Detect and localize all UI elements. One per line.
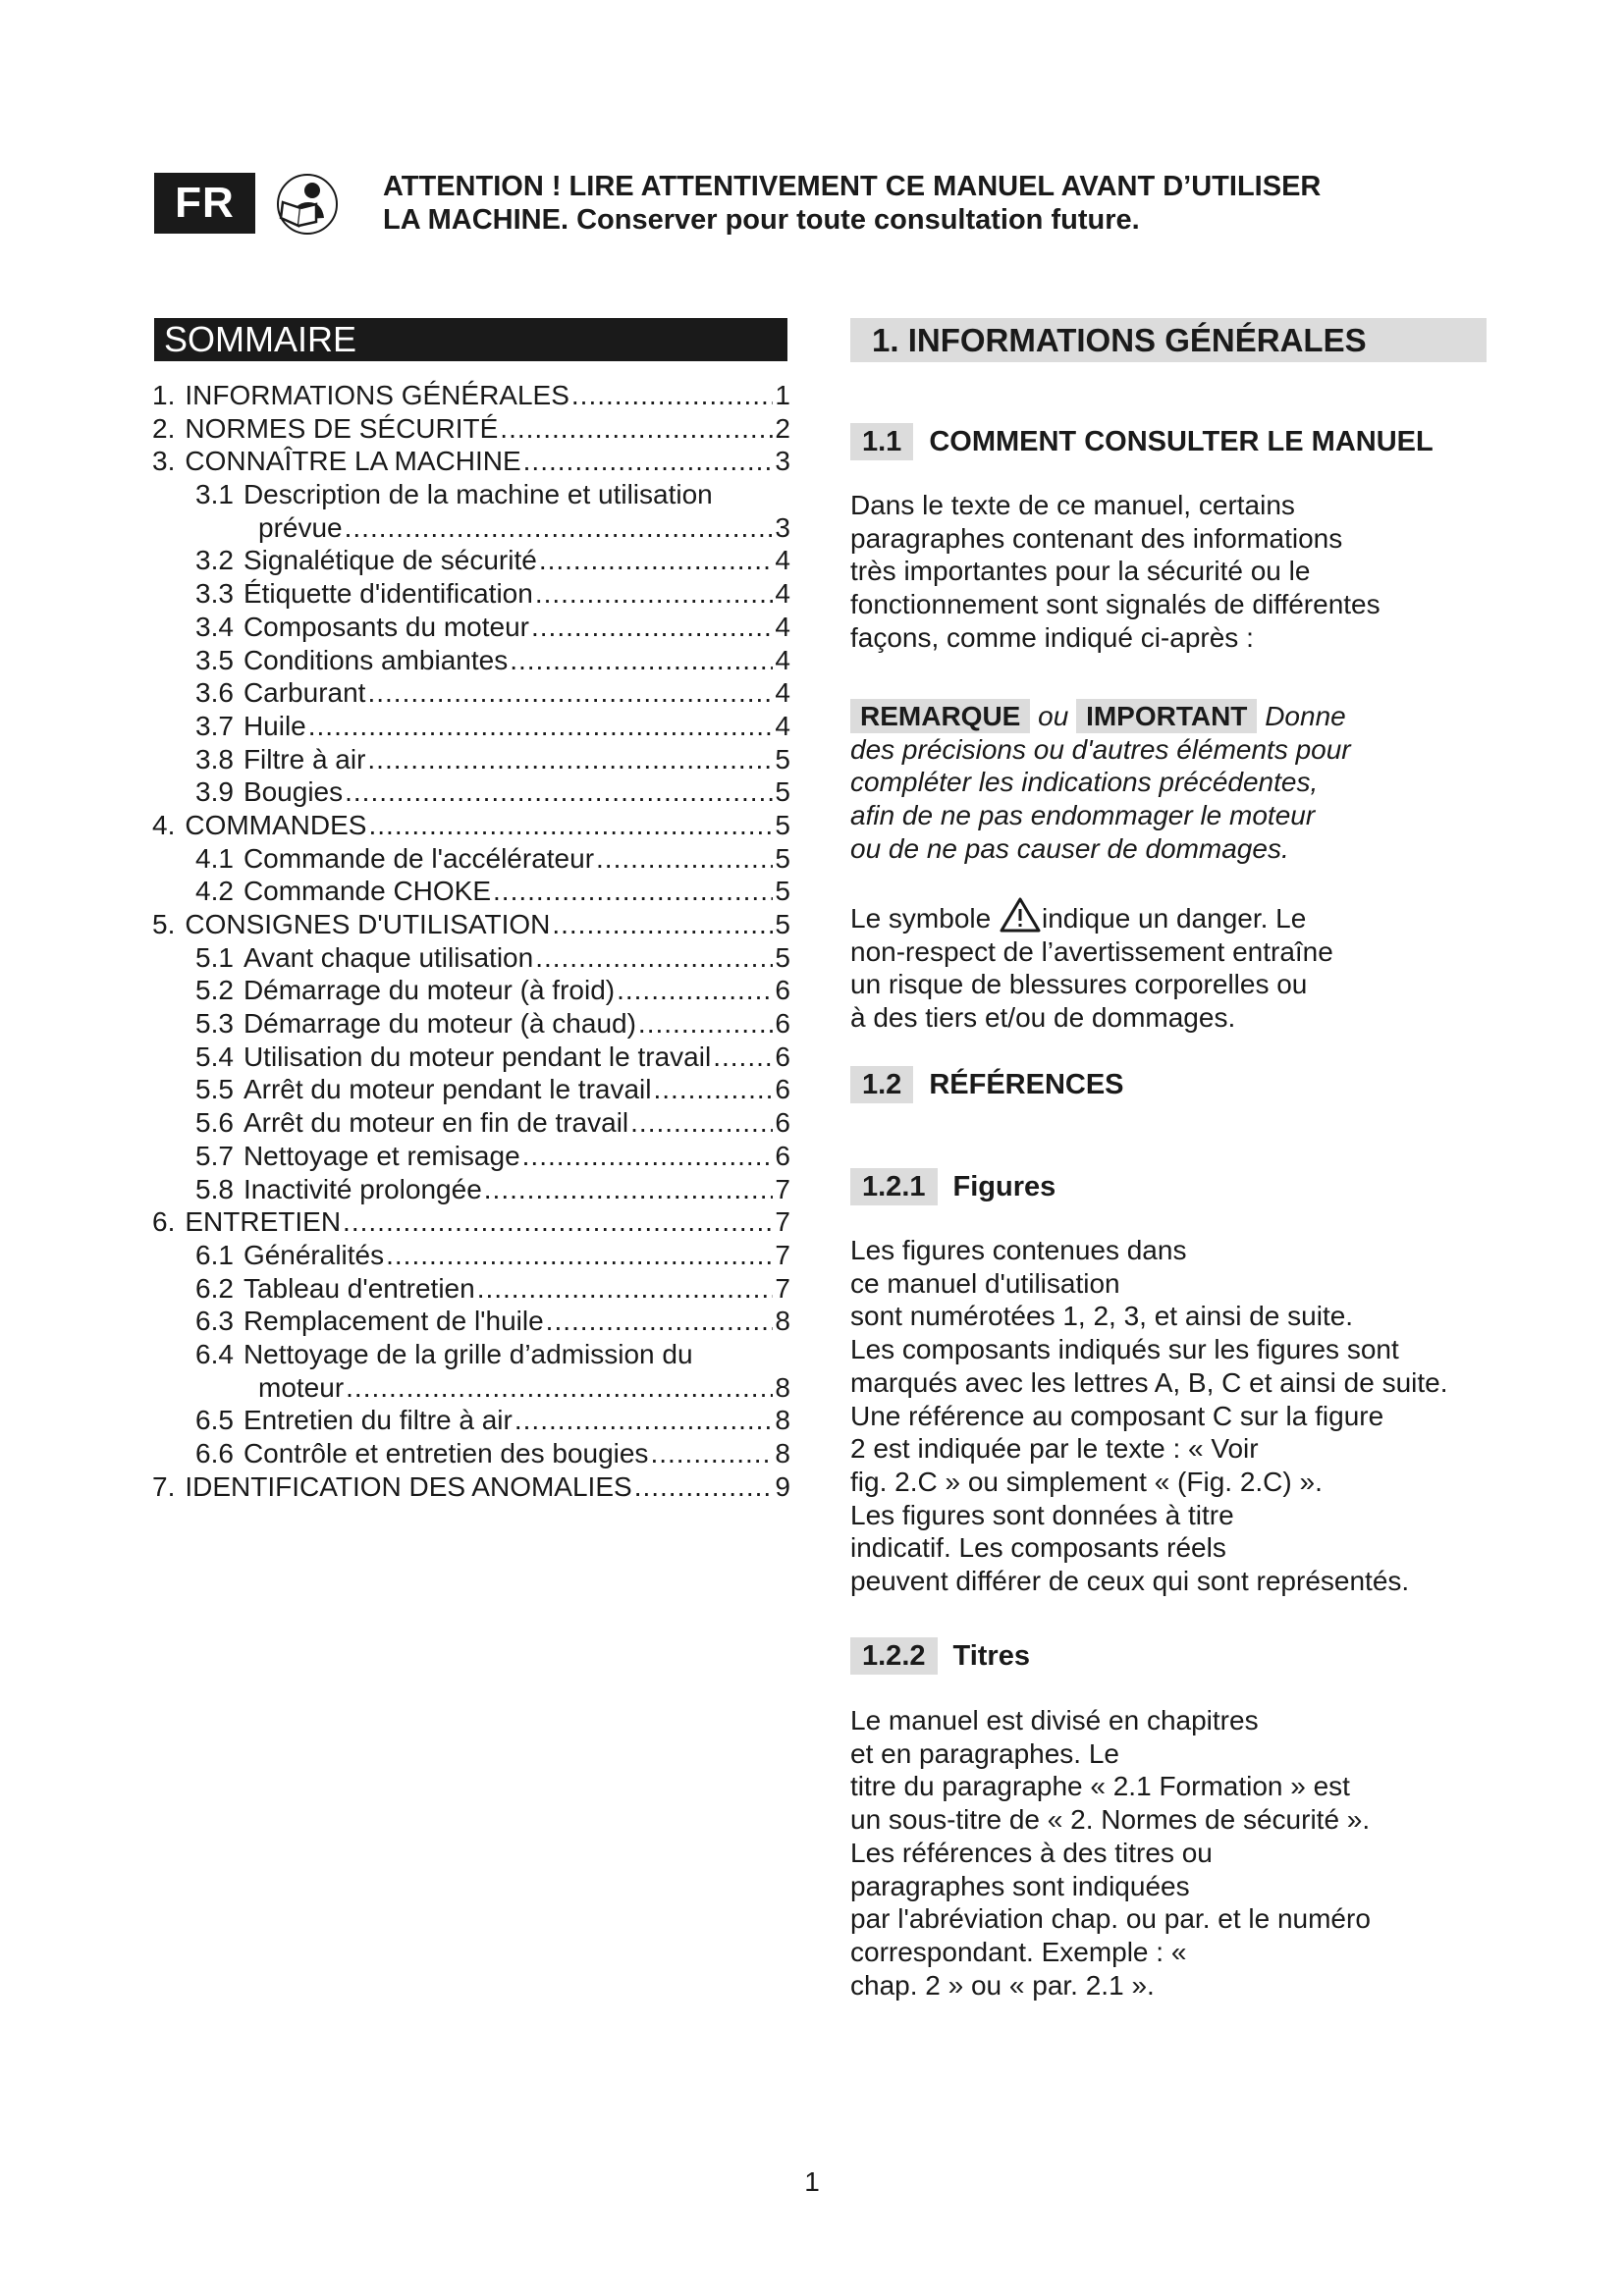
toc-leader-dots	[345, 511, 774, 545]
text-line	[850, 896, 1498, 935]
toc-leader-dots	[713, 1041, 773, 1074]
toc-entry-text: NORMES DE SÉCURITÉ	[185, 412, 499, 444]
toc-entry-page: 6	[775, 1008, 790, 1040]
toc-leader-dots	[539, 544, 774, 577]
toc-entry-page: 4	[775, 611, 790, 642]
toc-leader-dots	[493, 875, 773, 908]
warning-line-1: ATTENTION ! LIRE ATTENTIVEMENT CE MANUEL AVANT D’UTILISER	[383, 171, 1322, 202]
toc-entry-page: 5	[775, 776, 790, 808]
warning-line-2: LA MACHINE. Conserver pour toute consultation future.	[383, 204, 1140, 236]
toc-entry-number: 5.3	[195, 1008, 234, 1040]
toc-entry-text: Description de la machine et utilisation	[243, 479, 713, 510]
toc-entry[interactable]	[152, 743, 790, 776]
toc-leader-dots	[514, 1404, 774, 1437]
section-1-2-1-heading	[850, 1168, 1056, 1205]
toc-entry[interactable]	[152, 908, 790, 941]
text-line: non-respect de l’avertissement entraîne	[850, 935, 1333, 967]
toc-leader-dots	[617, 974, 773, 1007]
toc-entry-number: 2.	[152, 412, 176, 444]
text-line: très importantes pour la sécurité ou le	[850, 556, 1311, 587]
language-badge: FR	[154, 173, 255, 234]
text-line: ce manuel d'utilisation	[850, 1267, 1120, 1299]
toc-entry-text: COMMANDES	[185, 809, 367, 840]
toc-entry[interactable]	[152, 1007, 790, 1041]
toc-entry-page: 7	[775, 1206, 790, 1238]
toc-entry-page: 8	[775, 1405, 790, 1436]
toc-entry-page: 5	[775, 876, 790, 907]
toc-entry-text: CONSIGNES D'UTILISATION	[185, 909, 551, 939]
text-line: Le manuel est divisé en chapitres	[850, 1705, 1259, 1735]
toc-leader-dots	[484, 1173, 774, 1206]
toc-leader-dots	[654, 1073, 774, 1106]
toc-entry-page: 8	[775, 1371, 790, 1403]
toc-entry-page: 5	[775, 809, 790, 840]
toc-entry-number: 6.4	[195, 1338, 234, 1369]
toc-entry-number: 3.9	[195, 776, 234, 808]
toc-entry-number: 3.7	[195, 710, 234, 741]
toc-leader-dots	[386, 1239, 773, 1272]
toc-entry[interactable]	[152, 478, 790, 511]
toc-entry-number: 4.	[152, 809, 176, 840]
toc-entry-number: 5.1	[195, 941, 234, 973]
donne-text: Donne	[1265, 701, 1346, 731]
toc-entry-page: 6	[775, 1041, 790, 1072]
danger-triangle-icon	[999, 896, 1042, 934]
text-line: par l'abréviation chap. ou par. et le numéro	[850, 1903, 1371, 1935]
toc-leader-dots	[523, 445, 774, 478]
text-line: fig. 2.C » ou simplement « (Fig. 2.C) ».	[850, 1466, 1323, 1497]
toc-entry-number: 6.2	[195, 1272, 234, 1304]
toc-entry[interactable]	[152, 1404, 790, 1437]
toc-entry-number: 3.8	[195, 743, 234, 774]
toc-entry-text: Conditions ambiantes	[243, 644, 509, 675]
toc-entry-text: INFORMATIONS GÉNÉRALES	[185, 380, 569, 410]
text-line: à des tiers et/ou de dommages.	[850, 1002, 1236, 1034]
section-1-1-paragraph-2	[850, 700, 1498, 866]
toc-entry-text: Remplacement de l'huile	[243, 1306, 544, 1337]
toc-entry-text: prévue	[258, 511, 343, 543]
toc-entry[interactable]	[152, 1173, 790, 1206]
toc-entry[interactable]	[152, 1041, 790, 1074]
text-line: et en paragraphes. Le	[850, 1737, 1119, 1769]
section-1-2-heading	[850, 1066, 1124, 1103]
text-line: Les références à des titres ou	[850, 1837, 1213, 1868]
toc-entry-number: 3.1	[195, 479, 234, 510]
toc-entry-continued[interactable]	[152, 1371, 790, 1405]
toc-entry-text: Contrôle et entretien des bougies	[243, 1438, 649, 1468]
toc-entry[interactable]	[152, 676, 790, 710]
toc-entry-continued[interactable]	[152, 511, 790, 545]
toc-entry-number: 4.2	[195, 876, 234, 907]
toc-entry-page: 6	[775, 1074, 790, 1105]
toc-entry-number: 7.	[152, 1470, 176, 1502]
toc-entry-text: Démarrage du moteur (à chaud)	[243, 1008, 636, 1040]
text-line: indicatif. Les composants réels	[850, 1532, 1226, 1564]
toc-entry-text: Huile	[243, 710, 306, 741]
toc-entry-number: 5.8	[195, 1173, 234, 1204]
toc-entry[interactable]	[152, 775, 790, 809]
toc-entry[interactable]	[152, 1470, 790, 1504]
toc-entry[interactable]	[152, 842, 790, 876]
toc-entry[interactable]	[152, 577, 790, 611]
toc-entry-page: 8	[775, 1438, 790, 1468]
toc-leader-dots	[368, 809, 773, 842]
toc-entry-text: Généralités	[243, 1239, 385, 1270]
toc-leader-dots	[531, 611, 773, 644]
toc-entry-page: 7	[775, 1173, 790, 1204]
toc-entry-text: Filtre à air	[243, 743, 366, 774]
toc-entry-number: 3.5	[195, 644, 234, 675]
section-1-1-paragraph-3	[850, 896, 1498, 1035]
text-line: des précisions ou d'autres éléments pour	[850, 733, 1351, 765]
toc-entry-number: 3.3	[195, 578, 234, 610]
section-1-title: 1. INFORMATIONS GÉNÉRALES	[850, 318, 1487, 362]
text-line: peuvent différer de ceux qui sont représentés.	[850, 1566, 1410, 1597]
ou-text: ou	[1038, 701, 1069, 731]
toc-entry-page: 4	[775, 644, 790, 675]
toc-entry-page: 5	[775, 842, 790, 874]
toc-leader-dots	[596, 842, 773, 876]
warning-title	[383, 170, 1463, 237]
toc-leader-dots	[634, 1470, 774, 1504]
toc-entry-text: Entretien du filtre à air	[243, 1405, 513, 1436]
section-1-1-heading	[850, 423, 1434, 460]
toc-entry-page: 4	[775, 677, 790, 709]
toc-entry-number: 5.	[152, 909, 176, 939]
text-line: 2 est indiquée par le texte : « Voir	[850, 1433, 1259, 1465]
toc-entry-page: 3	[775, 511, 790, 543]
toc-entry-number: 6.1	[195, 1239, 234, 1270]
toc-leader-dots	[638, 1007, 774, 1041]
toc-leader-dots	[346, 1371, 773, 1405]
section-1-2-2-heading	[850, 1637, 1030, 1675]
toc-entry-text: Nettoyage et remisage	[243, 1140, 520, 1171]
toc-entry-number: 6.3	[195, 1306, 234, 1337]
toc-entry[interactable]	[152, 1106, 790, 1140]
text-line: ou de ne pas causer de dommages.	[850, 832, 1289, 864]
text-line: Les figures sont données à titre	[850, 1499, 1234, 1530]
text-line: titre du paragraphe « 2.1 Formation » est	[850, 1771, 1350, 1802]
section-1-2-2-title: Titres	[952, 1639, 1030, 1672]
text-line: sont numérotées 1, 2, 3, et ainsi de suite.	[850, 1301, 1354, 1332]
text-line: un risque de blessures corporelles ou	[850, 969, 1308, 1000]
toc-entry-number: 5.5	[195, 1074, 234, 1105]
text-line: afin de ne pas endommager le moteur	[850, 800, 1316, 831]
page-number: 1	[804, 2166, 820, 2197]
indique-text: indique un danger. Le	[1041, 903, 1307, 934]
toc-entry[interactable]	[152, 710, 790, 743]
toc-entry[interactable]	[152, 809, 790, 842]
text-line: correspondant. Exemple : «	[850, 1936, 1187, 1967]
text-line: Les figures contenues dans	[850, 1235, 1187, 1265]
toc-leader-dots	[571, 379, 774, 412]
toc-leader-dots	[308, 710, 774, 743]
section-1-2-title: RÉFÉRENCES	[929, 1068, 1124, 1100]
toc-entry-number: 6.5	[195, 1405, 234, 1436]
toc-entry-text: Carburant	[243, 677, 366, 709]
important-tag: IMPORTANT	[1076, 699, 1257, 733]
toc-entry-page: 6	[775, 1107, 790, 1139]
toc-entry-number: 3.2	[195, 545, 234, 576]
toc-entry-text: Étiquette d'identification	[243, 578, 533, 610]
text-line: fonctionnement sont signalés de différentes	[850, 589, 1380, 620]
toc-entry-text: Arrêt du moteur pendant le travail	[243, 1074, 652, 1105]
toc-entry-number: 6.	[152, 1206, 176, 1238]
toc-entry[interactable]	[152, 611, 790, 644]
toc-entry-text: Tableau d'entretien	[243, 1272, 475, 1304]
section-1-2-1-paragraph	[850, 1234, 1498, 1598]
toc-entry-text: moteur	[258, 1371, 345, 1403]
toc-entry[interactable]	[152, 941, 790, 975]
toc-entry-page: 4	[775, 710, 790, 741]
toc-entry-number: 3.4	[195, 611, 234, 642]
toc-entry[interactable]	[152, 875, 790, 908]
toc-entry[interactable]	[152, 1338, 790, 1371]
toc-leader-dots	[343, 1205, 773, 1239]
toc-entry-text: Commande CHOKE	[243, 876, 492, 907]
text-line: compléter les indications précédentes,	[850, 767, 1319, 798]
toc-entry-page: 5	[775, 743, 790, 774]
toc-entry-number: 5.4	[195, 1041, 234, 1072]
toc-entry[interactable]	[152, 1205, 790, 1239]
toc-leader-dots	[546, 1305, 774, 1338]
remarque-tag: REMARQUE	[850, 699, 1030, 733]
toc-entry-page: 4	[775, 545, 790, 576]
toc-entry[interactable]	[152, 445, 790, 478]
section-1-2-2-paragraph	[850, 1704, 1498, 2002]
toc-entry-text: Arrêt du moteur en fin de travail	[243, 1107, 629, 1139]
toc-entry-page: 9	[775, 1470, 790, 1502]
toc-leader-dots	[510, 644, 773, 677]
toc-entry-number: 3.	[152, 446, 176, 477]
toc-entry-number: 3.6	[195, 677, 234, 709]
toc-entry-page: 7	[775, 1239, 790, 1270]
toc-leader-dots	[367, 676, 773, 710]
toc-entry[interactable]	[152, 379, 790, 412]
toc-entry[interactable]	[152, 974, 790, 1007]
toc-leader-dots	[552, 908, 773, 941]
toc-entry[interactable]	[152, 544, 790, 577]
table-of-contents	[152, 379, 790, 1503]
section-1-2-1-title: Figures	[952, 1170, 1056, 1202]
toc-entry-text: CONNAÎTRE LA MACHINE	[185, 446, 521, 477]
text-line: un sous-titre de « 2. Normes de sécurité ».	[850, 1804, 1371, 1836]
toc-entry-text: Commande de l'accélérateur	[243, 842, 595, 874]
section-1-2-2-number: 1.2.2	[850, 1637, 938, 1675]
text-line: Dans le texte de ce manuel, certains	[850, 490, 1295, 520]
toc-entry-number: 5.2	[195, 975, 234, 1006]
section-1-2-1-number: 1.2.1	[850, 1168, 938, 1205]
toc-entry-text: Nettoyage de la grille d’admission du	[243, 1338, 693, 1369]
toc-entry-text: Avant chaque utilisation	[243, 941, 534, 973]
toc-entry-number: 5.7	[195, 1140, 234, 1171]
section-1-1-number: 1.1	[850, 423, 913, 460]
toc-leader-dots	[630, 1106, 773, 1140]
text-line: paragraphes sont indiquées	[850, 1870, 1190, 1901]
toc-leader-dots	[535, 941, 773, 975]
toc-entry-page: 5	[775, 909, 790, 939]
section-1-2-number: 1.2	[850, 1066, 913, 1103]
toc-entry[interactable]	[152, 644, 790, 677]
toc-entry-page: 3	[775, 446, 790, 477]
toc-entry-text: Inactivité prolongée	[243, 1173, 482, 1204]
toc-entry-page: 7	[775, 1272, 790, 1304]
toc-entry-text: IDENTIFICATION DES ANOMALIES	[185, 1470, 632, 1502]
toc-entry-page: 6	[775, 1140, 790, 1171]
toc-leader-dots	[500, 412, 773, 446]
text-line: façons, comme indiqué ci-après :	[850, 621, 1254, 653]
toc-entry-text: ENTRETIEN	[185, 1206, 342, 1238]
section-1-1-title: COMMENT CONSULTER LE MANUEL	[929, 425, 1434, 457]
toc-entry[interactable]	[152, 1437, 790, 1470]
toc-entry-text: Signalétique de sécurité	[243, 545, 537, 576]
toc-entry[interactable]	[152, 1073, 790, 1106]
toc-entry[interactable]	[152, 1239, 790, 1272]
text-line: chap. 2 » ou « par. 2.1 ».	[850, 1969, 1155, 2001]
toc-entry-number: 6.6	[195, 1438, 234, 1468]
toc-entry[interactable]	[152, 412, 790, 446]
toc-entry-text: Bougies	[243, 776, 344, 808]
toc-entry-text: Démarrage du moteur (à froid)	[243, 975, 616, 1006]
toc-entry-page: 2	[775, 412, 790, 444]
toc-entry-page: 4	[775, 578, 790, 610]
toc-entry-text: Composants du moteur	[243, 611, 529, 642]
text-line: paragraphes contenant des informations	[850, 522, 1343, 554]
toc-entry-page: 6	[775, 975, 790, 1006]
toc-entry[interactable]	[152, 1140, 790, 1173]
read-manual-icon	[275, 173, 340, 236]
symbole-text: Le symbole	[850, 903, 992, 934]
text-line: marqués avec les lettres A, B, C et ainsi de suite.	[850, 1366, 1448, 1398]
toc-title: SOMMAIRE	[154, 318, 787, 361]
text-line: Les composants indiqués sur les figures sont	[850, 1334, 1399, 1365]
toc-entry-page: 1	[775, 380, 790, 410]
toc-entry[interactable]	[152, 1272, 790, 1306]
toc-entry-number: 4.1	[195, 842, 234, 874]
section-1-1-paragraph-1	[850, 489, 1498, 655]
toc-entry-page: 8	[775, 1306, 790, 1337]
toc-leader-dots	[345, 775, 773, 809]
text-line: Une référence au composant C sur la figure	[850, 1400, 1384, 1431]
toc-leader-dots	[522, 1140, 774, 1173]
text-line	[850, 700, 1498, 733]
toc-entry-number: 5.6	[195, 1107, 234, 1139]
toc-entry-number: 1.	[152, 380, 176, 410]
toc-entry[interactable]	[152, 1305, 790, 1338]
toc-entry-page: 5	[775, 941, 790, 973]
toc-leader-dots	[535, 577, 774, 611]
toc-entry-text: Utilisation du moteur pendant le travail	[243, 1041, 712, 1072]
toc-leader-dots	[367, 743, 773, 776]
toc-leader-dots	[650, 1437, 773, 1470]
toc-leader-dots	[477, 1272, 774, 1306]
